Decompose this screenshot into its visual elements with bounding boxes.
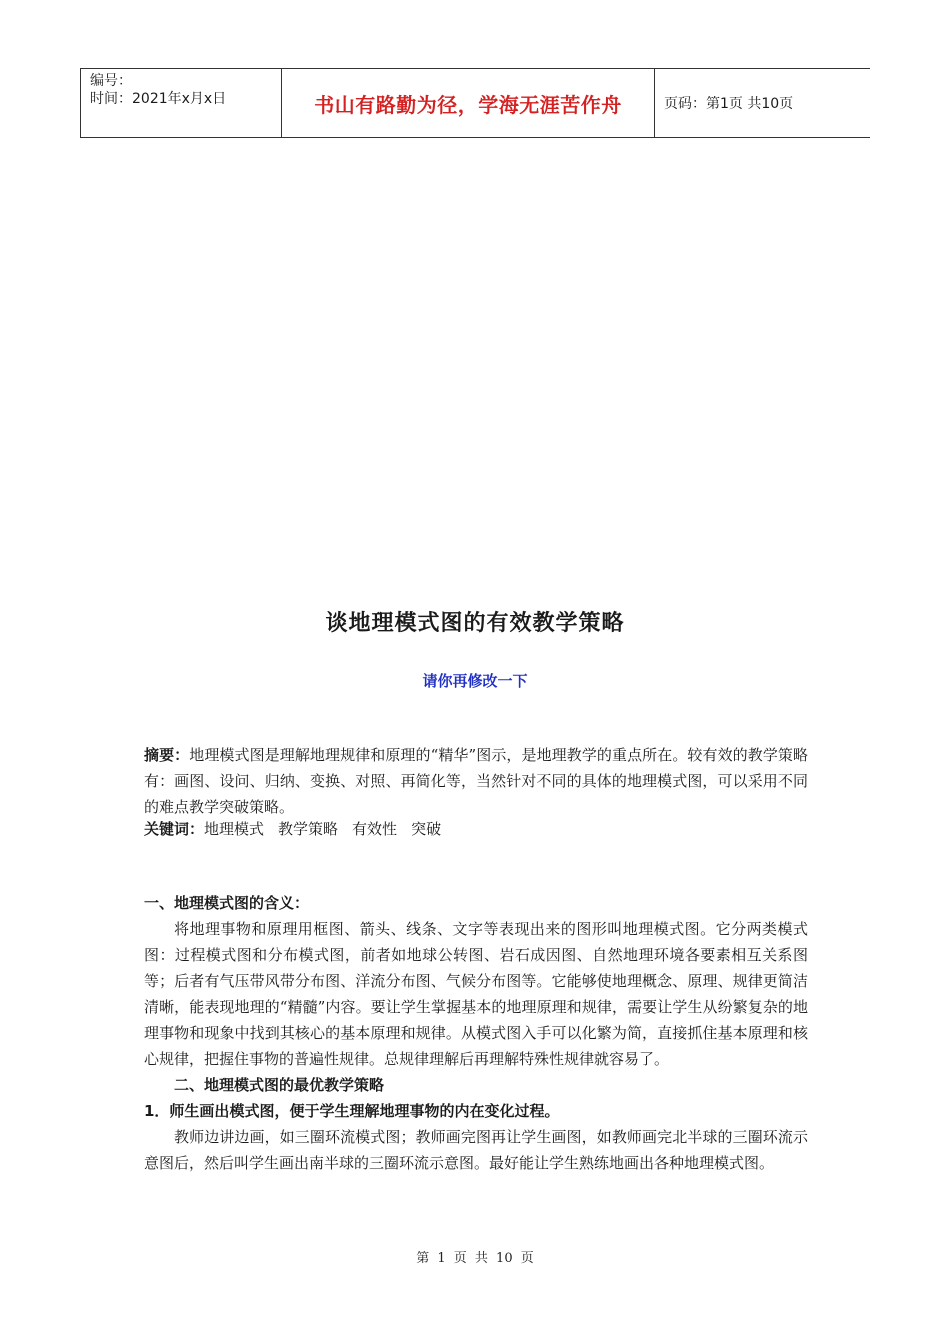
section-1-heading: 一、地理模式图的含义： bbox=[144, 894, 310, 912]
abstract-text: 地理模式图是理解地理规律和原理的“精华”图示，是地理教学的重点所在。较有效的教学策略有：画图、设问、归纳、变换、对照、再简化等，当然针对不同的具体的地理模式图，可以采用不同的难点教学突破策略。 bbox=[144, 746, 808, 816]
page-info-text: 页码：第1页 共10页 bbox=[664, 96, 794, 112]
keyword-item: 有效性 bbox=[352, 820, 398, 838]
section-2-sub1-heading: 1．师生画出模式图，便于学生理解地理事物的内在变化过程。 bbox=[144, 1102, 560, 1120]
section-2-heading: 二、地理模式图的最优教学策略 bbox=[174, 1076, 385, 1094]
header-meta-cell bbox=[80, 69, 282, 137]
keyword-item: 突破 bbox=[411, 820, 442, 838]
section-2-sub1-paragraph: 教师边讲边画，如三圈环流模式图；教师画完图再让学生画图，如教师画完北半球的三圈环流示意图后，然后叫学生画出南半球的三圈环流示意图。最好能让学生熟练地画出各种地理模式图。 bbox=[144, 1128, 808, 1172]
number-label: 编号： bbox=[90, 73, 132, 89]
date-label: 时间：2021年x月x日 bbox=[90, 91, 227, 107]
page-footer: 第 1 页 共 10 页 bbox=[416, 1251, 534, 1266]
document-subtitle: 请你再修改一下 bbox=[422, 672, 528, 690]
keyword-item: 教学策略 bbox=[278, 820, 339, 838]
abstract-label: 摘要： bbox=[144, 746, 190, 764]
document-header bbox=[80, 68, 870, 138]
main-content bbox=[144, 890, 808, 1176]
keywords-line bbox=[144, 816, 808, 842]
motto-text: 书山有路勤为径，学海无涯苦作舟 bbox=[314, 92, 622, 117]
section-1-paragraph: 将地理事物和原理用框图、箭头、线条、文字等表现出来的图形叫地理模式图。它分两类模式图：过程模式图和分布模式图，前者如地球公转图、岩石成因图、自然地理环境各要素相互关系图等；后者有气压带风带分布图、洋流分布图、气候分布图等。它能够使地理概念、原理、规律更简洁清晰，能表现地理的“精髓”内容。要让学生掌握基本的地理原理和规律，需要让学生从纷繁复杂的地理事物和现象中找到其核心的基本原理和规律。从模式图入手可以化繁为简，直接抓住基本原理和核心规律，把握住事物的普遍性规律。总规律理解后再理解特殊性规律就容易了。 bbox=[144, 920, 808, 1068]
keyword-item: 地理模式 bbox=[204, 820, 265, 838]
abstract-paragraph bbox=[144, 742, 808, 820]
page-info-cell bbox=[655, 69, 870, 137]
keywords-label: 关键词： bbox=[144, 820, 205, 838]
motto-cell bbox=[282, 69, 655, 137]
document-title: 谈地理模式图的有效教学策略 bbox=[325, 611, 625, 636]
